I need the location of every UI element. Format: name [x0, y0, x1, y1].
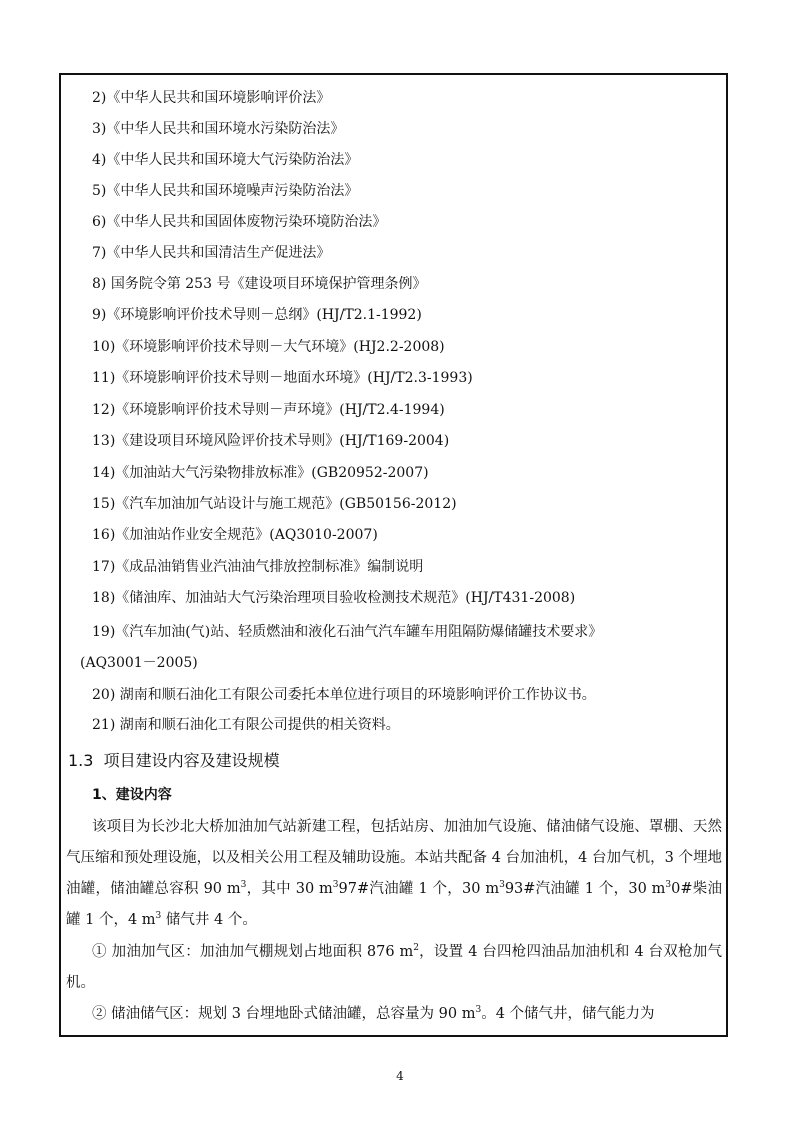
body-paragraph-construction: 该项目为长沙北大桥加油加气站新建工程，包括站房、加油加气设施、储油储气设施、罩棚、天然气压缩和预处理设施，以及相关公用工程及辅助设施。本站共配备 4 台加油机，4 台加气机，3 个埋地油罐，储油罐总容积 90 $m^3$，其中 30 $m^397\#$汽油罐 1 个，30 $m^393\#$汽油罐 1 个，30 $m^30\#$柴油罐 1 个，4 $m^3$ 储气井 4 个。 — [66, 819, 723, 928]
reference-item: 3)《中华人民共和国环境水污染防治法》 — [92, 121, 345, 137]
reference-item: 10)《环境影响评价技术导则－大气环境》(HJ2.2-2008) — [92, 339, 445, 355]
reference-item: 14)《加油站大气污染物排放标准》(GB20952-2007) — [92, 465, 429, 481]
reference-item: 21) 湖南和顺石油化工有限公司提供的相关资料。 — [92, 717, 400, 733]
reference-item: 17)《成品油销售业汽油油气排放控制标准》编制说明 — [92, 559, 424, 575]
body-paragraph-storage-area: ② 储油储气区：规划 3 台埋地卧式储油罐，总容量为 90 $m^3$。4 个储气井，储气能力为 — [92, 1005, 655, 1022]
reference-item: 11)《环境影响评价技术导则－地面水环境》(HJ/T2.3-1993) — [92, 370, 473, 386]
reference-item: 6)《中华人民共和国固体废物污染环境防治法》 — [92, 214, 387, 230]
reference-item: 7)《中华人民共和国清洁生产促进法》 — [92, 245, 331, 261]
reference-item: 9)《环境影响评价技术导则－总纲》(HJ/T2.1-1992) — [92, 307, 422, 323]
reference-item: 12)《环境影响评价技术导则－声环境》(HJ/T2.4-1994) — [92, 402, 445, 418]
section-title: 项目建设内容及建设规模 — [103, 751, 280, 770]
subsection-heading: 1、建设内容 — [92, 787, 172, 803]
body-paragraph-fueling-area: ① 加油加气区：加油加气棚规划占地面积 876 $m^2$，设置 4 台四枪四油品加油机和 4 台双枪加气机。 — [66, 943, 722, 991]
reference-item: 5)《中华人民共和国环境噪声污染防治法》 — [92, 183, 359, 199]
reference-item: 15)《汽车加油加气站设计与施工规范》(GB50156-2012) — [92, 496, 457, 512]
section-heading — [68, 750, 280, 772]
reference-item: 4)《中华人民共和国环境大气污染防治法》 — [92, 152, 359, 168]
reference-item-continuation: (AQ3001－2005) — [80, 655, 198, 671]
reference-item: 19)《汽车加油(气)站、轻质燃油和液化石油气汽车罐车用阻隔防爆储罐技术要求》 — [92, 624, 603, 640]
reference-item: 16)《加油站作业安全规范》(AQ3010-2007) — [92, 527, 378, 543]
reference-item: 18)《储油库、加油站大气污染治理项目验收检测技术规范》(HJ/T431-2008) — [92, 590, 576, 606]
reference-item: 8) 国务院令第 253 号《建设项目环境保护管理条例》 — [92, 276, 427, 292]
reference-item: 13)《建设项目环境风险评价技术导则》(HJ/T169-2004) — [92, 433, 450, 449]
reference-item: 2)《中华人民共和国环境影响评价法》 — [92, 90, 331, 106]
reference-item: 20) 湖南和顺石油化工有限公司委托本单位进行项目的环境影响评价工作协议书。 — [92, 687, 596, 703]
section-number: 1.3 — [68, 751, 94, 770]
page-number: 4 — [396, 1069, 404, 1083]
